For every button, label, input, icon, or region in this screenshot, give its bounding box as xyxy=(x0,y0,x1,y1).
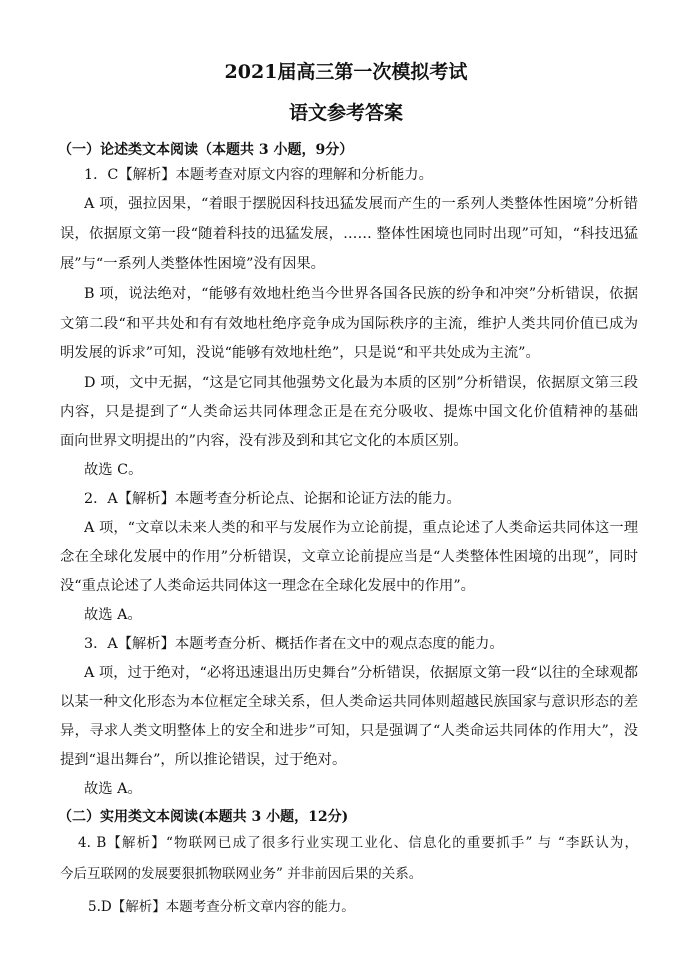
q5-heading: 5.D【解析】本题考查分析文章内容的能力。 xyxy=(88,899,355,915)
q1-option-a-line: 误，依据原文第一段“随着科技的迅猛发展，…… 整体性困境也同时出现”可知，“科技迅猛 xyxy=(60,226,638,242)
q1-option-b-line: 明发展的诉求”可知，没说“能够有效地杜绝”，只是说“和平共处成为主流”。 xyxy=(60,345,540,361)
q1-option-d-line: 面向世界文明提出的”内容，没有涉及到和其它文化的本质区别。 xyxy=(60,433,468,449)
q1-answer: 故选 C。 xyxy=(84,462,143,478)
section-heading-reading: （一）论述类文本阅读（本题共 3 小题，9分） xyxy=(58,142,354,158)
document-subtitle: 语文参考答案 xyxy=(288,102,403,124)
q2-option-a-line: A 项，“文章以未来人类的和平与发展作为立论前提，重点论述了人类命运共同体这一理 xyxy=(84,520,638,536)
section-heading-practical: （二）实用类文本阅读(本题共 3 小题，12分) xyxy=(58,809,349,825)
document-title: 2021届高三第一次模拟考试 xyxy=(224,61,468,83)
q1-heading: 1．C【解析】本题考查对原文内容的理解和分析能力。 xyxy=(84,167,433,183)
q1-option-b-line: B 项，说法绝对，“能够有效地杜绝当今世界各国各民族的纷争和冲突”分析错误，依据 xyxy=(84,286,638,302)
q1-option-d-line: D 项，文中无据，“这是它同其他强势文化最为本质的区别”分析错误，依据原文第三段 xyxy=(84,375,638,391)
q3-answer: 故选 A。 xyxy=(84,781,142,797)
q2-option-a-line: 念在全球化发展中的作用”分析错误，文章立论前提应当是“人类整体性困境的出现”，同时 xyxy=(60,549,638,565)
q1-option-d-line: 内容，只是提到了“人类命运共同体理念正是在充分吸收、提炼中国文化价值精神的基础 xyxy=(60,404,638,420)
q2-heading: 2．A【解析】本题考查分析论点、论据和论证方法的能力。 xyxy=(84,491,461,507)
q3-option-a-line: 提到“退出舞台”，所以推论错误，过于绝对。 xyxy=(60,752,347,768)
q3-heading: 3．A【解析】本题考查分析、概括作者在文中的观点态度的能力。 xyxy=(84,636,504,652)
q2-option-a-line: 没“重点论述了人类命运共同体这一理念在全球化发展中的作用”。 xyxy=(60,578,475,594)
q2-answer: 故选 A。 xyxy=(84,607,142,623)
q1-option-b-line: 文第二段“和平共处和有有效地杜绝序竞争成为国际秩序的主流，维护人类共同价值已成为 xyxy=(60,316,638,332)
q4-line: 今后互联网的发展要狠抓物联网业务” 并非前因后果的关系。 xyxy=(60,866,423,882)
q1-option-a-line: 展”与“一系列人类整体性困境”没有因果。 xyxy=(60,256,325,272)
q3-option-a-line: A 项，过于绝对，“必将迅速退出历史舞台”分析错误，依据原文第一段“以往的全球观都 xyxy=(84,665,638,681)
q4-line: 4. B【解析】“物联网已成了很多行业实现工业化、信息化的重要抓手” 与 “李跃认为， xyxy=(78,835,638,851)
q3-option-a-line: 以某一种文化形态为本位框定全球关系，但人类命运共同体则超越民族国家与意识形态的差 xyxy=(60,694,638,710)
q1-option-a-line: A 项，强拉因果，“着眼于摆脱因科技迅猛发展而产生的一系列人类整体性困境”分析错 xyxy=(84,196,638,212)
q3-option-a-line: 异，寻求人类文明整体上的安全和进步”可知，只是强调了“人类命运共同体的作用大”，没 xyxy=(60,723,638,739)
